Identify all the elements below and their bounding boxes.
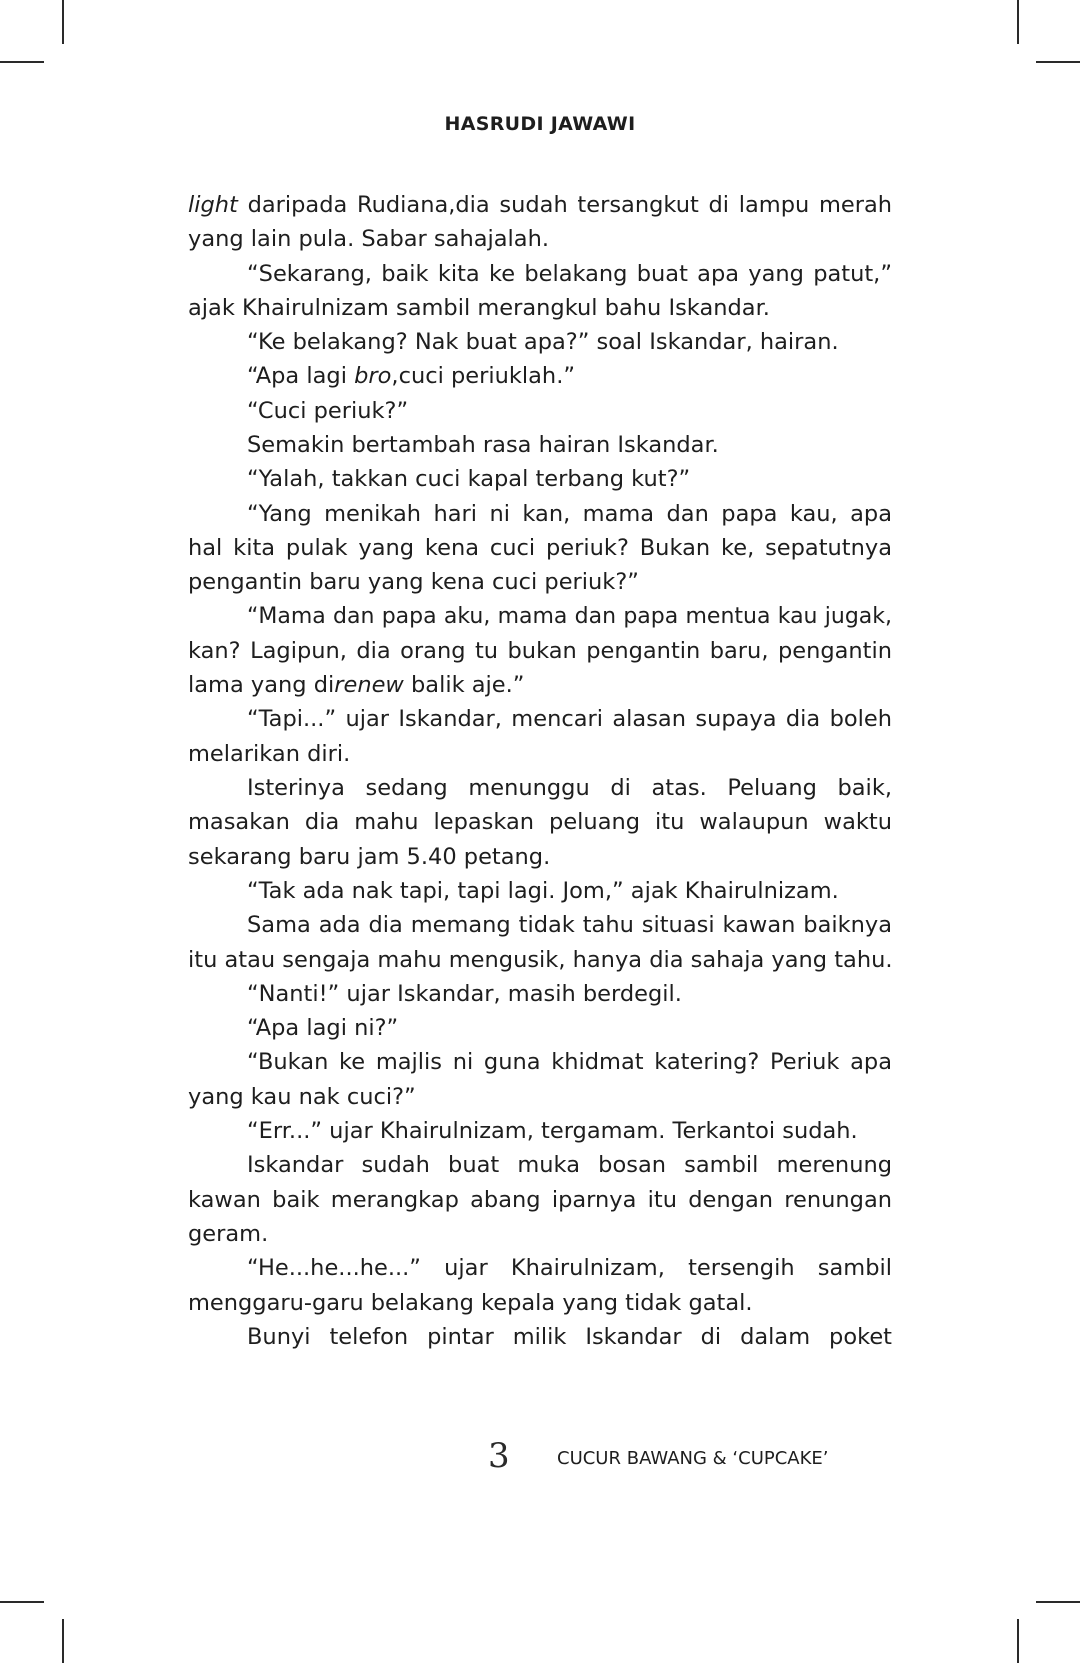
text-line: [188, 222, 892, 256]
text-line: [188, 840, 892, 874]
text-line: [188, 1217, 892, 1251]
text-segment: geram.: [188, 1220, 269, 1247]
text-line: [188, 1114, 892, 1148]
text-line: [188, 531, 892, 565]
text-line: [188, 325, 892, 359]
text-segment: Bunyi telefon pintar milik Iskandar di dalam poket: [247, 1323, 892, 1350]
text-segment: “Apa lagi: [247, 363, 355, 390]
text-line: [188, 737, 892, 771]
text-line: [188, 1011, 892, 1045]
text-segment: yang kau nak cuci?”: [188, 1083, 416, 1110]
text-line: [188, 634, 892, 668]
text-segment: kan? Lagipun, dia orang tu bukan pengantin baru, pengantin: [188, 637, 892, 664]
text-segment: “Yang menikah hari ni kan, mama dan papa kau, apa: [247, 500, 892, 527]
text-line: [188, 428, 892, 462]
text-segment: ,cuci periuklah.”: [391, 363, 576, 390]
text-line: [188, 1080, 892, 1114]
text-segment: kawan baik merangkap abang iparnya itu dengan renungan: [188, 1186, 892, 1213]
crop-mark-bottom-right-vertical: [1017, 1619, 1019, 1663]
text-segment: daripada Rudiana,dia sudah tersangkut di lampu merah: [237, 192, 892, 218]
text-segment: Iskandar sudah buat muka bosan sambil merenung: [247, 1152, 892, 1179]
text-line: [188, 600, 892, 634]
text-segment: “Tapi...” ujar Iskandar, mencari alasan supaya dia boleh: [247, 706, 892, 733]
crop-mark-top-right-horizontal: [1036, 61, 1080, 63]
text-line: [188, 565, 892, 599]
text-segment: yang lain pula. Sabar sahajalah.: [188, 226, 549, 253]
text-line: [188, 805, 892, 839]
text-segment: “Bukan ke majlis ni guna khidmat katering? Periuk apa: [247, 1049, 892, 1076]
text-segment: sekarang baru jam 5.40 petang.: [188, 843, 551, 870]
text-line: [188, 497, 892, 531]
text-segment: “Apa lagi ni?”: [247, 1015, 399, 1042]
text-segment: balik aje.”: [403, 672, 525, 699]
crop-mark-top-left-horizontal: [0, 61, 44, 63]
text-line: [188, 977, 892, 1011]
text-line: [188, 1045, 892, 1079]
text-line: [188, 1148, 892, 1182]
italic-text-segment: bro: [354, 363, 392, 390]
text-segment: hal kita pulak yang kena cuci periuk? Bukan ke, sepatutnya: [188, 534, 892, 561]
text-line: [188, 462, 892, 496]
text-segment: “Err...” ujar Khairulnizam, tergamam. Terkantoi sudah.: [247, 1118, 858, 1145]
text-segment: “Nanti!” ujar Iskandar, masih berdegil.: [247, 980, 682, 1007]
italic-text-segment: renew: [334, 672, 404, 699]
page-body-text: [188, 188, 892, 1354]
text-line: [188, 668, 892, 702]
crop-mark-bottom-left-horizontal: [0, 1601, 44, 1603]
text-segment: “He...he...he...” ujar Khairulnizam, tersengih sambil: [247, 1255, 892, 1282]
text-segment: “Mama dan papa aku, mama dan papa mentua kau jugak,: [247, 603, 892, 629]
text-line: [188, 943, 892, 977]
text-segment: pengantin baru yang kena cuci periuk?”: [188, 569, 639, 596]
text-segment: “Sekarang, baik kita ke belakang buat apa yang patut,”: [247, 260, 892, 287]
crop-mark-top-right-vertical: [1017, 0, 1019, 44]
text-segment: ajak Khairulnizam sambil merangkul bahu Iskandar.: [188, 294, 770, 321]
text-line: [188, 702, 892, 736]
running-footer-book-title: CUCUR BAWANG & ‘CUPCAKE’: [557, 1448, 829, 1469]
text-line: [188, 188, 892, 222]
text-line: [188, 359, 892, 393]
text-segment: masakan dia mahu lepaskan peluang itu walaupun waktu: [188, 809, 892, 836]
crop-mark-top-left-vertical: [62, 0, 64, 44]
text-segment: Semakin bertambah rasa hairan Iskandar.: [247, 432, 719, 459]
text-segment: menggaru-garu belakang kepala yang tidak gatal.: [188, 1289, 753, 1316]
crop-mark-bottom-left-vertical: [62, 1619, 64, 1663]
text-line: [188, 1320, 892, 1354]
text-segment: “Ke belakang? Nak buat apa?” soal Iskandar, hairan.: [247, 329, 839, 356]
text-line: [188, 257, 892, 291]
text-line: [188, 291, 892, 325]
text-line: [188, 874, 892, 908]
italic-text-segment: light: [188, 192, 238, 218]
page-number: 3: [488, 1436, 510, 1476]
text-segment: melarikan diri.: [188, 740, 351, 767]
text-line: [188, 1183, 892, 1217]
text-line: [188, 394, 892, 428]
text-segment: “Yalah, takkan cuci kapal terbang kut?”: [247, 466, 691, 493]
text-segment: Isterinya sedang menunggu di atas. Peluang baik,: [247, 775, 892, 802]
text-segment: itu atau sengaja mahu mengusik, hanya dia sahaja yang tahu.: [188, 946, 893, 973]
text-segment: Sama ada dia memang tidak tahu situasi kawan baiknya: [247, 912, 892, 939]
running-header-author: HASRUDI JAWAWI: [444, 113, 636, 135]
text-line: [188, 1251, 892, 1285]
crop-mark-bottom-right-horizontal: [1036, 1601, 1080, 1603]
text-line: [188, 771, 892, 805]
text-segment: “Cuci periuk?”: [247, 397, 409, 424]
text-line: [188, 1286, 892, 1320]
text-segment: “Tak ada nak tapi, tapi lagi. Jom,” ajak Khairulnizam.: [247, 877, 839, 904]
text-segment: lama yang di: [188, 672, 335, 699]
text-line: [188, 908, 892, 942]
